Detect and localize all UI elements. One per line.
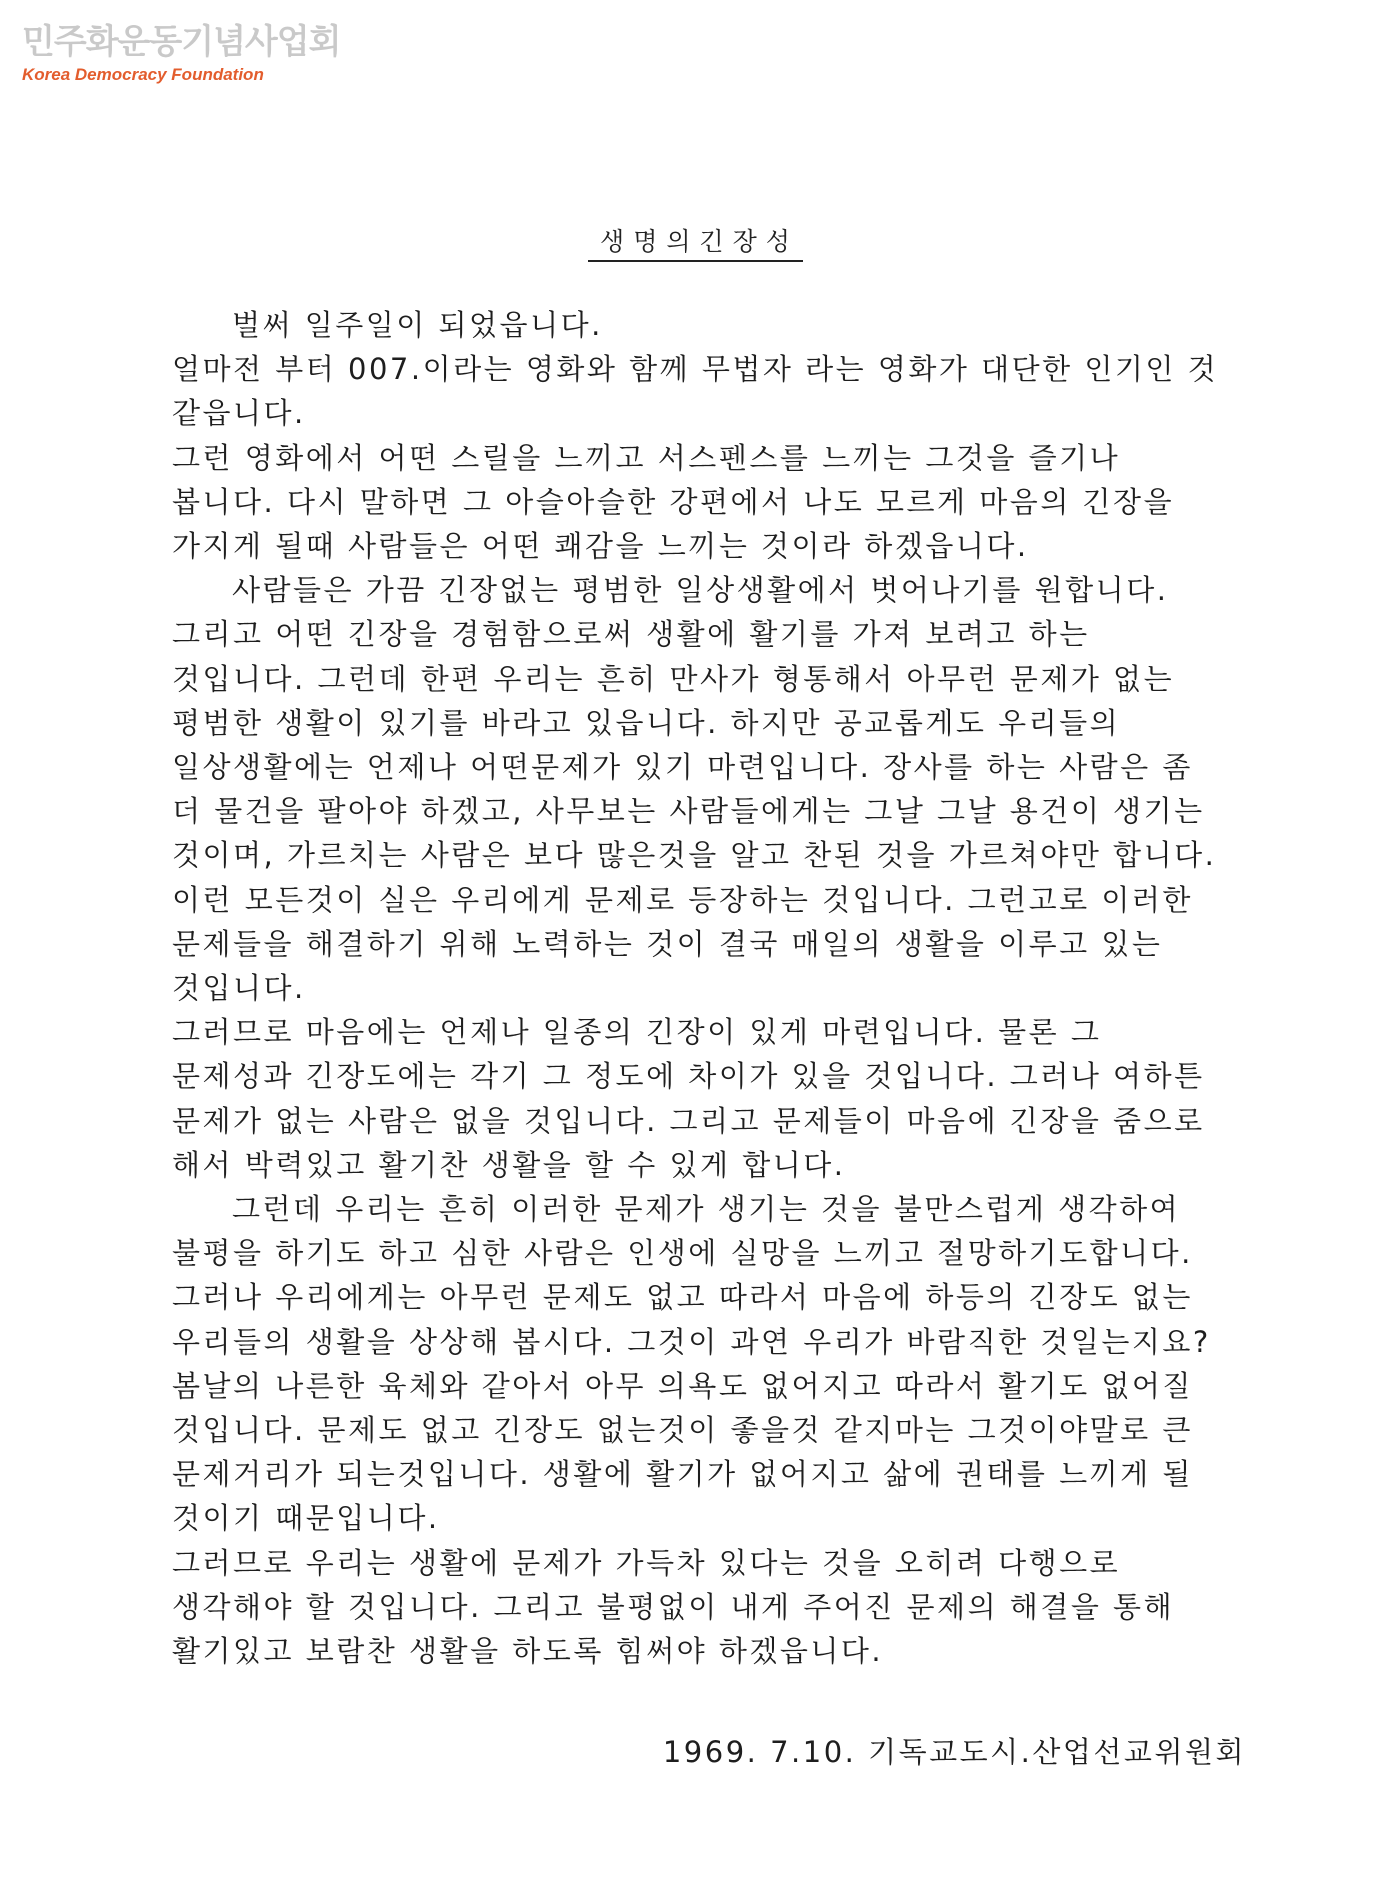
watermark-logo	[22, 22, 340, 86]
paragraph: 그런 영화에서 어떤 스릴을 느끼고 서스펜스를 느끼는 그것을 즐기나 봅니다. 다시 말하면 그 아슬아슬한 강편에서 나도 모르게 마음의 긴장을 가지게 될때 사람들은 어떤 쾌감을 느끼는 것이라 하겠읍니다.	[172, 440, 1175, 564]
paragraph: 얼마전 부터 007.이라는 영화와 함께 무법자 라는 영화가 대단한 인기인 것 같읍니다.	[172, 352, 1219, 431]
paragraph: 그러므로 마음에는 언제나 일종의 긴장이 있게 마련입니다. 물론 그 문제성과 긴장도에는 각기 그 정도에 차이가 있을 것입니다. 그러나 여하튼 문제가 없는 사람은 없을 것입니다. 그리고 문제들이 마음에 긴장을 줌으로 해서 박력있고 활기찬 생활을 할 수 있게 합니다.	[172, 1015, 1205, 1182]
paragraph: 사람들은 가끔 긴장없는 평범한 일상생활에서 벗어나기를 원합니다. 그리고 어떤 긴장을 경험함으로써 생활에 활기를 가져 보려고 하는 것입니다. 그런데 한편 우리는 흔히 만사가 형통해서 아무런 문제가 없는 평범한 생활이 있기를 바라고 있읍니다. 하지만 공교롭게도 우리들의 일상생활에는 언제나 어떤문제가 있기 마련입니다. 장사를 하는 사람은 좀 더 물건을 팔아야 하겠고, 사무보는 사람들에게는 그날 그날 용건이 생기는 것이며, 가르치는 사람은 보다 많은것을 알고 찬된 것을 가르쳐야만 합니다. 이런 모든것이 실은 우리에게 문제로 등장하는 것입니다. 그런고로 이러한 문제들을 해결하기 위해 노력하는 것이 결국 매일의 생활을 이루고 있는 것입니다.	[172, 573, 1217, 1006]
document-title: 생명의긴장성	[588, 227, 803, 262]
paragraph: 벌써 일주일이 되었읍니다.	[232, 308, 603, 342]
watermark-korean: 민주화운동기념사업회	[22, 22, 341, 62]
document-body	[172, 303, 1232, 1673]
document-title-wrapper	[0, 222, 1391, 258]
watermark-english: Korea Democracy Foundation	[22, 65, 264, 84]
paragraph: 그러므로 우리는 생활에 문제가 가득차 있다는 것을 오히려 다행으로 생각해야 할 것입니다. 그리고 불평없이 내게 주어진 문제의 해결을 통해 활기있고 보람찬 생활을 하도록 힘써야 하겠읍니다.	[172, 1545, 1175, 1669]
paragraph: 그런데 우리는 흔히 이러한 문제가 생기는 것을 불만스럽게 생각하여 불평을 하기도 하고 심한 사람은 인생에 실망을 느끼고 절망하기도합니다. 그러나 우리에게는 아무런 문제도 없고 따라서 마음에 하등의 긴장도 없는 우리들의 생활을 상상해 봅시다. 그것이 과연 우리가 바람직한 것일는지요? 봄날의 나른한 육체와 같아서 아무 의욕도 없어지고 따라서 활기도 없어질 것입니다. 문제도 없고 긴장도 없는것이 좋을것 같지마는 그것이야말로 큰 문제거리가 되는것입니다. 생활에 활기가 없어지고 삶에 권태를 느끼게 될 것이기 때문입니다.	[172, 1192, 1211, 1536]
document-signature: 1969. 7.10. 기독교도시.산업선교위원회	[662, 1735, 1246, 1769]
